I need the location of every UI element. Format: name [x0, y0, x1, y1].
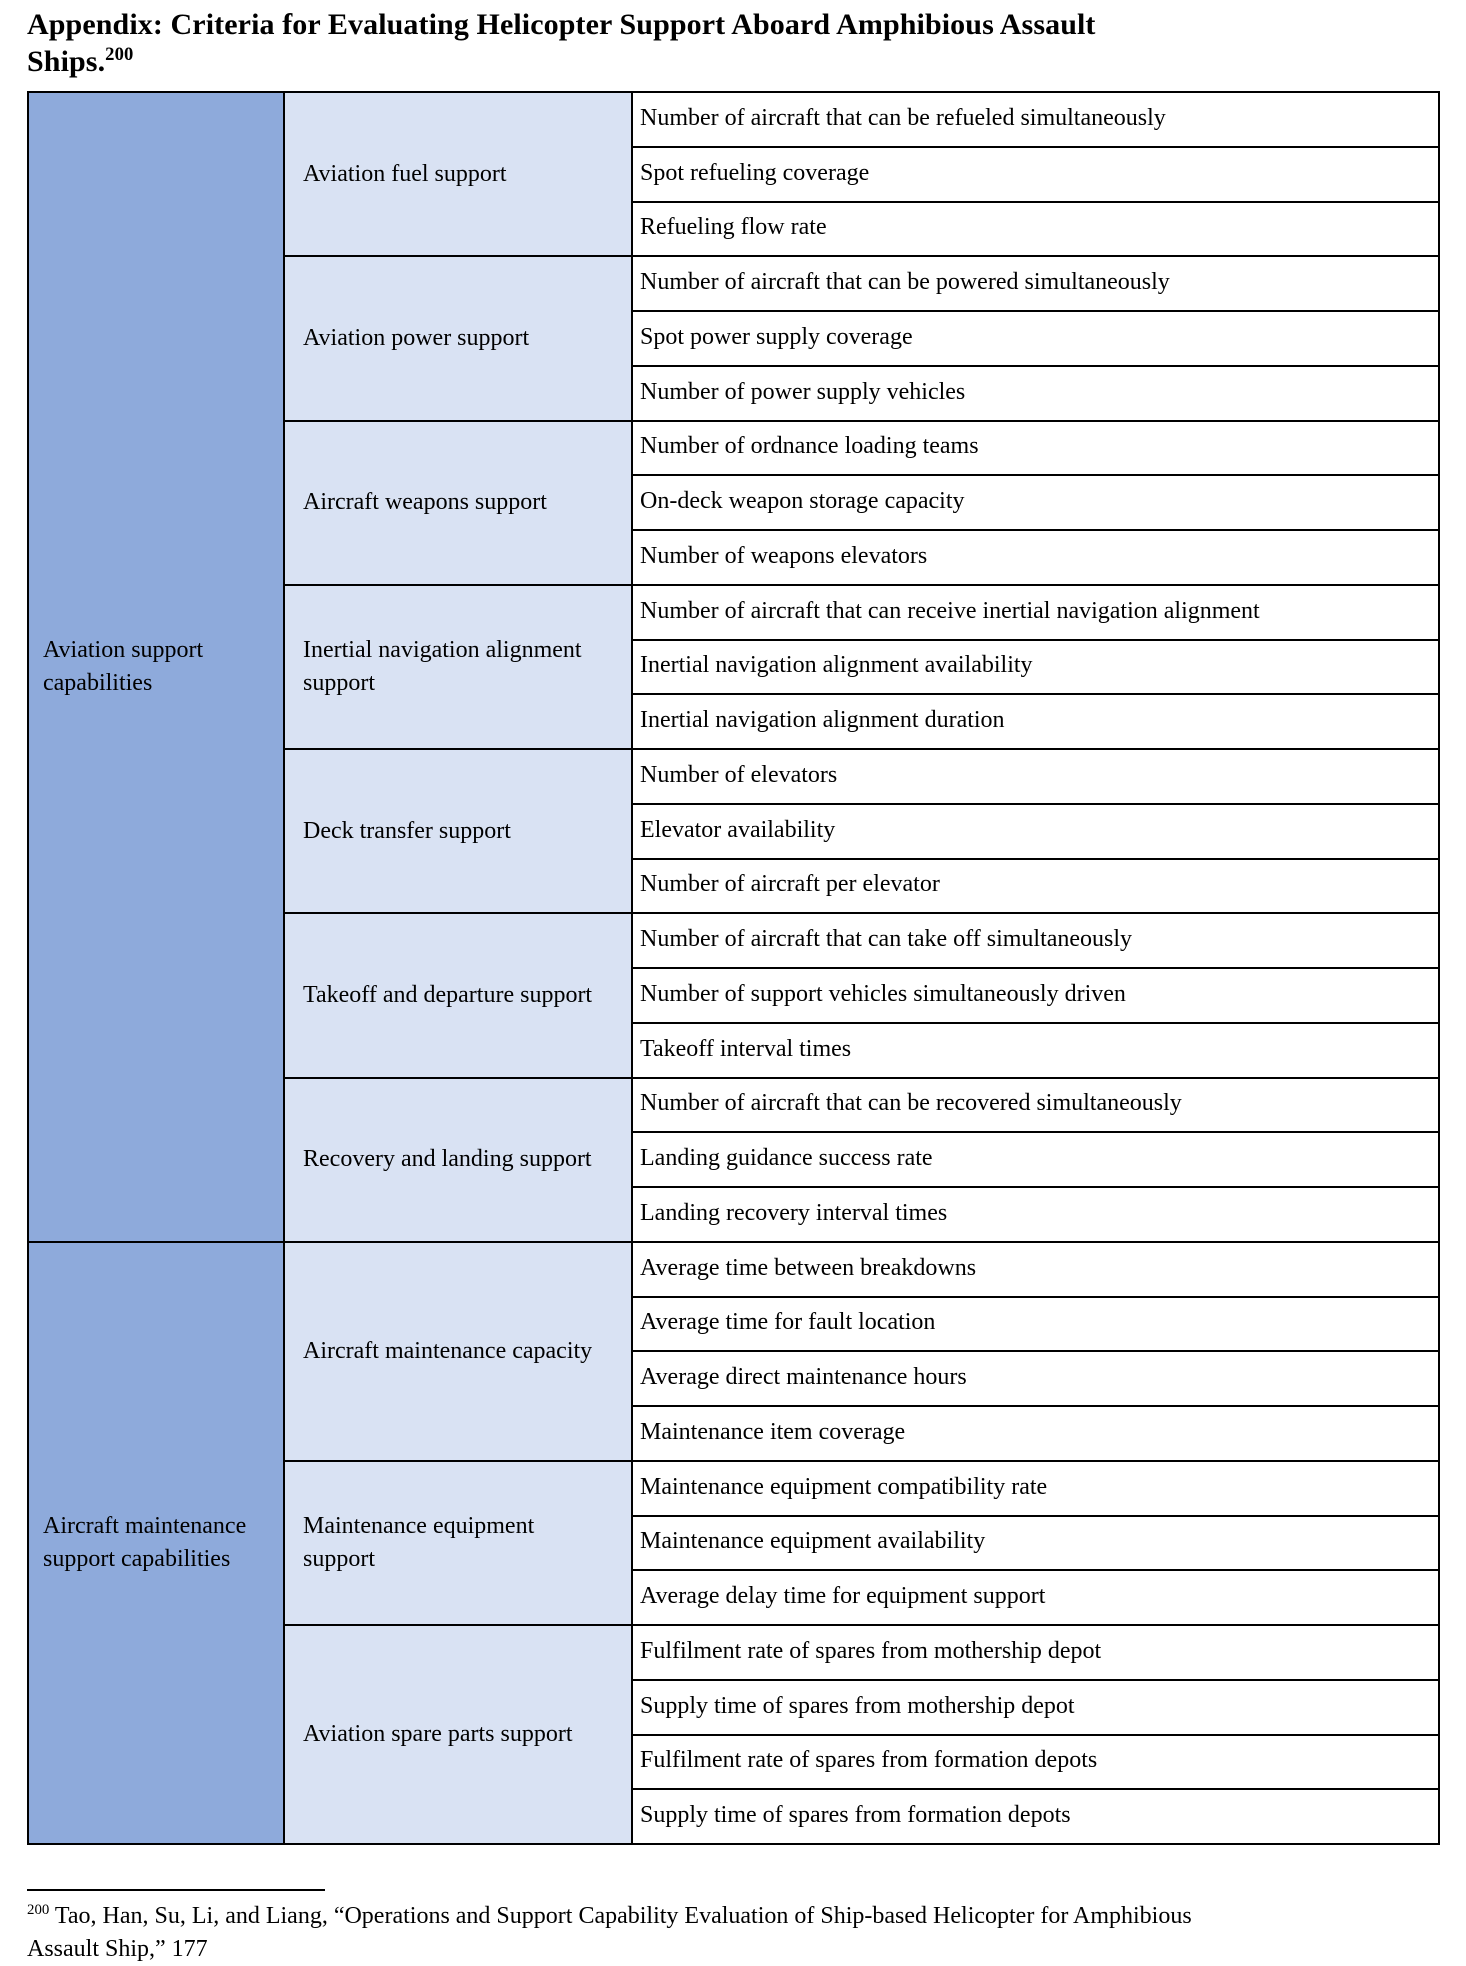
- criterion-cell: Number of aircraft that can be powered simultaneously: [632, 256, 1439, 311]
- category-cell: Aviation support capabilities: [28, 92, 284, 1242]
- subcategory-cell: Takeoff and departure support: [284, 913, 632, 1077]
- criterion-cell: Takeoff interval times: [632, 1023, 1439, 1078]
- criterion-cell: Inertial navigation alignment availability: [632, 640, 1439, 695]
- footnote: [27, 1889, 1442, 1966]
- criterion-cell: Average time between breakdowns: [632, 1242, 1439, 1297]
- footnote-citation: Tao, Han, Su, Li, and Liang, “Operations and Support Capability Evaluation of Ship-based Helicopter for Amphibious: [54, 1903, 1192, 1929]
- criteria-table: [27, 91, 1440, 1845]
- footnote-line-2: Assault Ship,” 177: [27, 1936, 208, 1962]
- criterion-cell: Number of aircraft per elevator: [632, 859, 1439, 914]
- footnote-separator: [27, 1889, 325, 1891]
- criterion-cell: Spot refueling coverage: [632, 147, 1439, 202]
- criterion-cell: Landing recovery interval times: [632, 1187, 1439, 1242]
- criterion-cell: Maintenance item coverage: [632, 1406, 1439, 1461]
- footnote-line-1: [27, 1900, 1442, 1933]
- criterion-cell: On-deck weapon storage capacity: [632, 475, 1439, 530]
- criterion-cell: Average delay time for equipment support: [632, 1570, 1439, 1625]
- criterion-cell: Fulfilment rate of spares from mothership depot: [632, 1625, 1439, 1680]
- criterion-cell: Fulfilment rate of spares from formation depots: [632, 1735, 1439, 1790]
- subcategory-cell: Recovery and landing support: [284, 1078, 632, 1242]
- table-row: [28, 92, 1439, 147]
- criterion-cell: Inertial navigation alignment duration: [632, 694, 1439, 749]
- page-title: [27, 6, 1442, 80]
- subcategory-cell: Aviation power support: [284, 256, 632, 420]
- subcategory-cell: Aircraft weapons support: [284, 421, 632, 585]
- criterion-cell: Number of weapons elevators: [632, 530, 1439, 585]
- criterion-cell: Landing guidance success rate: [632, 1132, 1439, 1187]
- criterion-cell: Supply time of spares from mothership depot: [632, 1680, 1439, 1735]
- criterion-cell: Refueling flow rate: [632, 202, 1439, 257]
- title-line-2-text: Ships.: [27, 45, 106, 78]
- criterion-cell: Number of support vehicles simultaneously driven: [632, 968, 1439, 1023]
- title-line-1: Appendix: Criteria for Evaluating Helicopter Support Aboard Amphibious Assault: [27, 8, 1096, 41]
- criterion-cell: Number of aircraft that can be refueled simultaneously: [632, 92, 1439, 147]
- criterion-cell: Number of elevators: [632, 749, 1439, 804]
- criterion-cell: Average direct maintenance hours: [632, 1351, 1439, 1406]
- subcategory-cell: Maintenance equipment support: [284, 1461, 632, 1625]
- subcategory-cell: Deck transfer support: [284, 749, 632, 913]
- criterion-cell: Elevator availability: [632, 804, 1439, 859]
- criteria-table-body: [28, 92, 1439, 1844]
- criterion-cell: Maintenance equipment compatibility rate: [632, 1461, 1439, 1516]
- criterion-cell: Average time for fault location: [632, 1297, 1439, 1352]
- footnote-number: 200: [27, 1902, 50, 1918]
- criterion-cell: Spot power supply coverage: [632, 311, 1439, 366]
- subcategory-cell: Inertial navigation alignment support: [284, 585, 632, 749]
- footnote-text: [27, 1900, 1442, 1966]
- subcategory-cell: Aviation spare parts support: [284, 1625, 632, 1844]
- title-line-2: [27, 43, 1442, 80]
- criterion-cell: Number of aircraft that can be recovered simultaneously: [632, 1078, 1439, 1133]
- title-footnote-ref: 200: [105, 44, 134, 65]
- subcategory-cell: Aviation fuel support: [284, 92, 632, 256]
- criterion-cell: Number of ordnance loading teams: [632, 421, 1439, 476]
- subcategory-cell: Aircraft maintenance capacity: [284, 1242, 632, 1461]
- criterion-cell: Maintenance equipment availability: [632, 1516, 1439, 1571]
- table-row: [28, 1242, 1439, 1297]
- criterion-cell: Supply time of spares from formation depots: [632, 1789, 1439, 1844]
- category-cell: Aircraft maintenance support capabilities: [28, 1242, 284, 1844]
- criterion-cell: Number of aircraft that can take off simultaneously: [632, 913, 1439, 968]
- criterion-cell: Number of power supply vehicles: [632, 366, 1439, 421]
- criterion-cell: Number of aircraft that can receive inertial navigation alignment: [632, 585, 1439, 640]
